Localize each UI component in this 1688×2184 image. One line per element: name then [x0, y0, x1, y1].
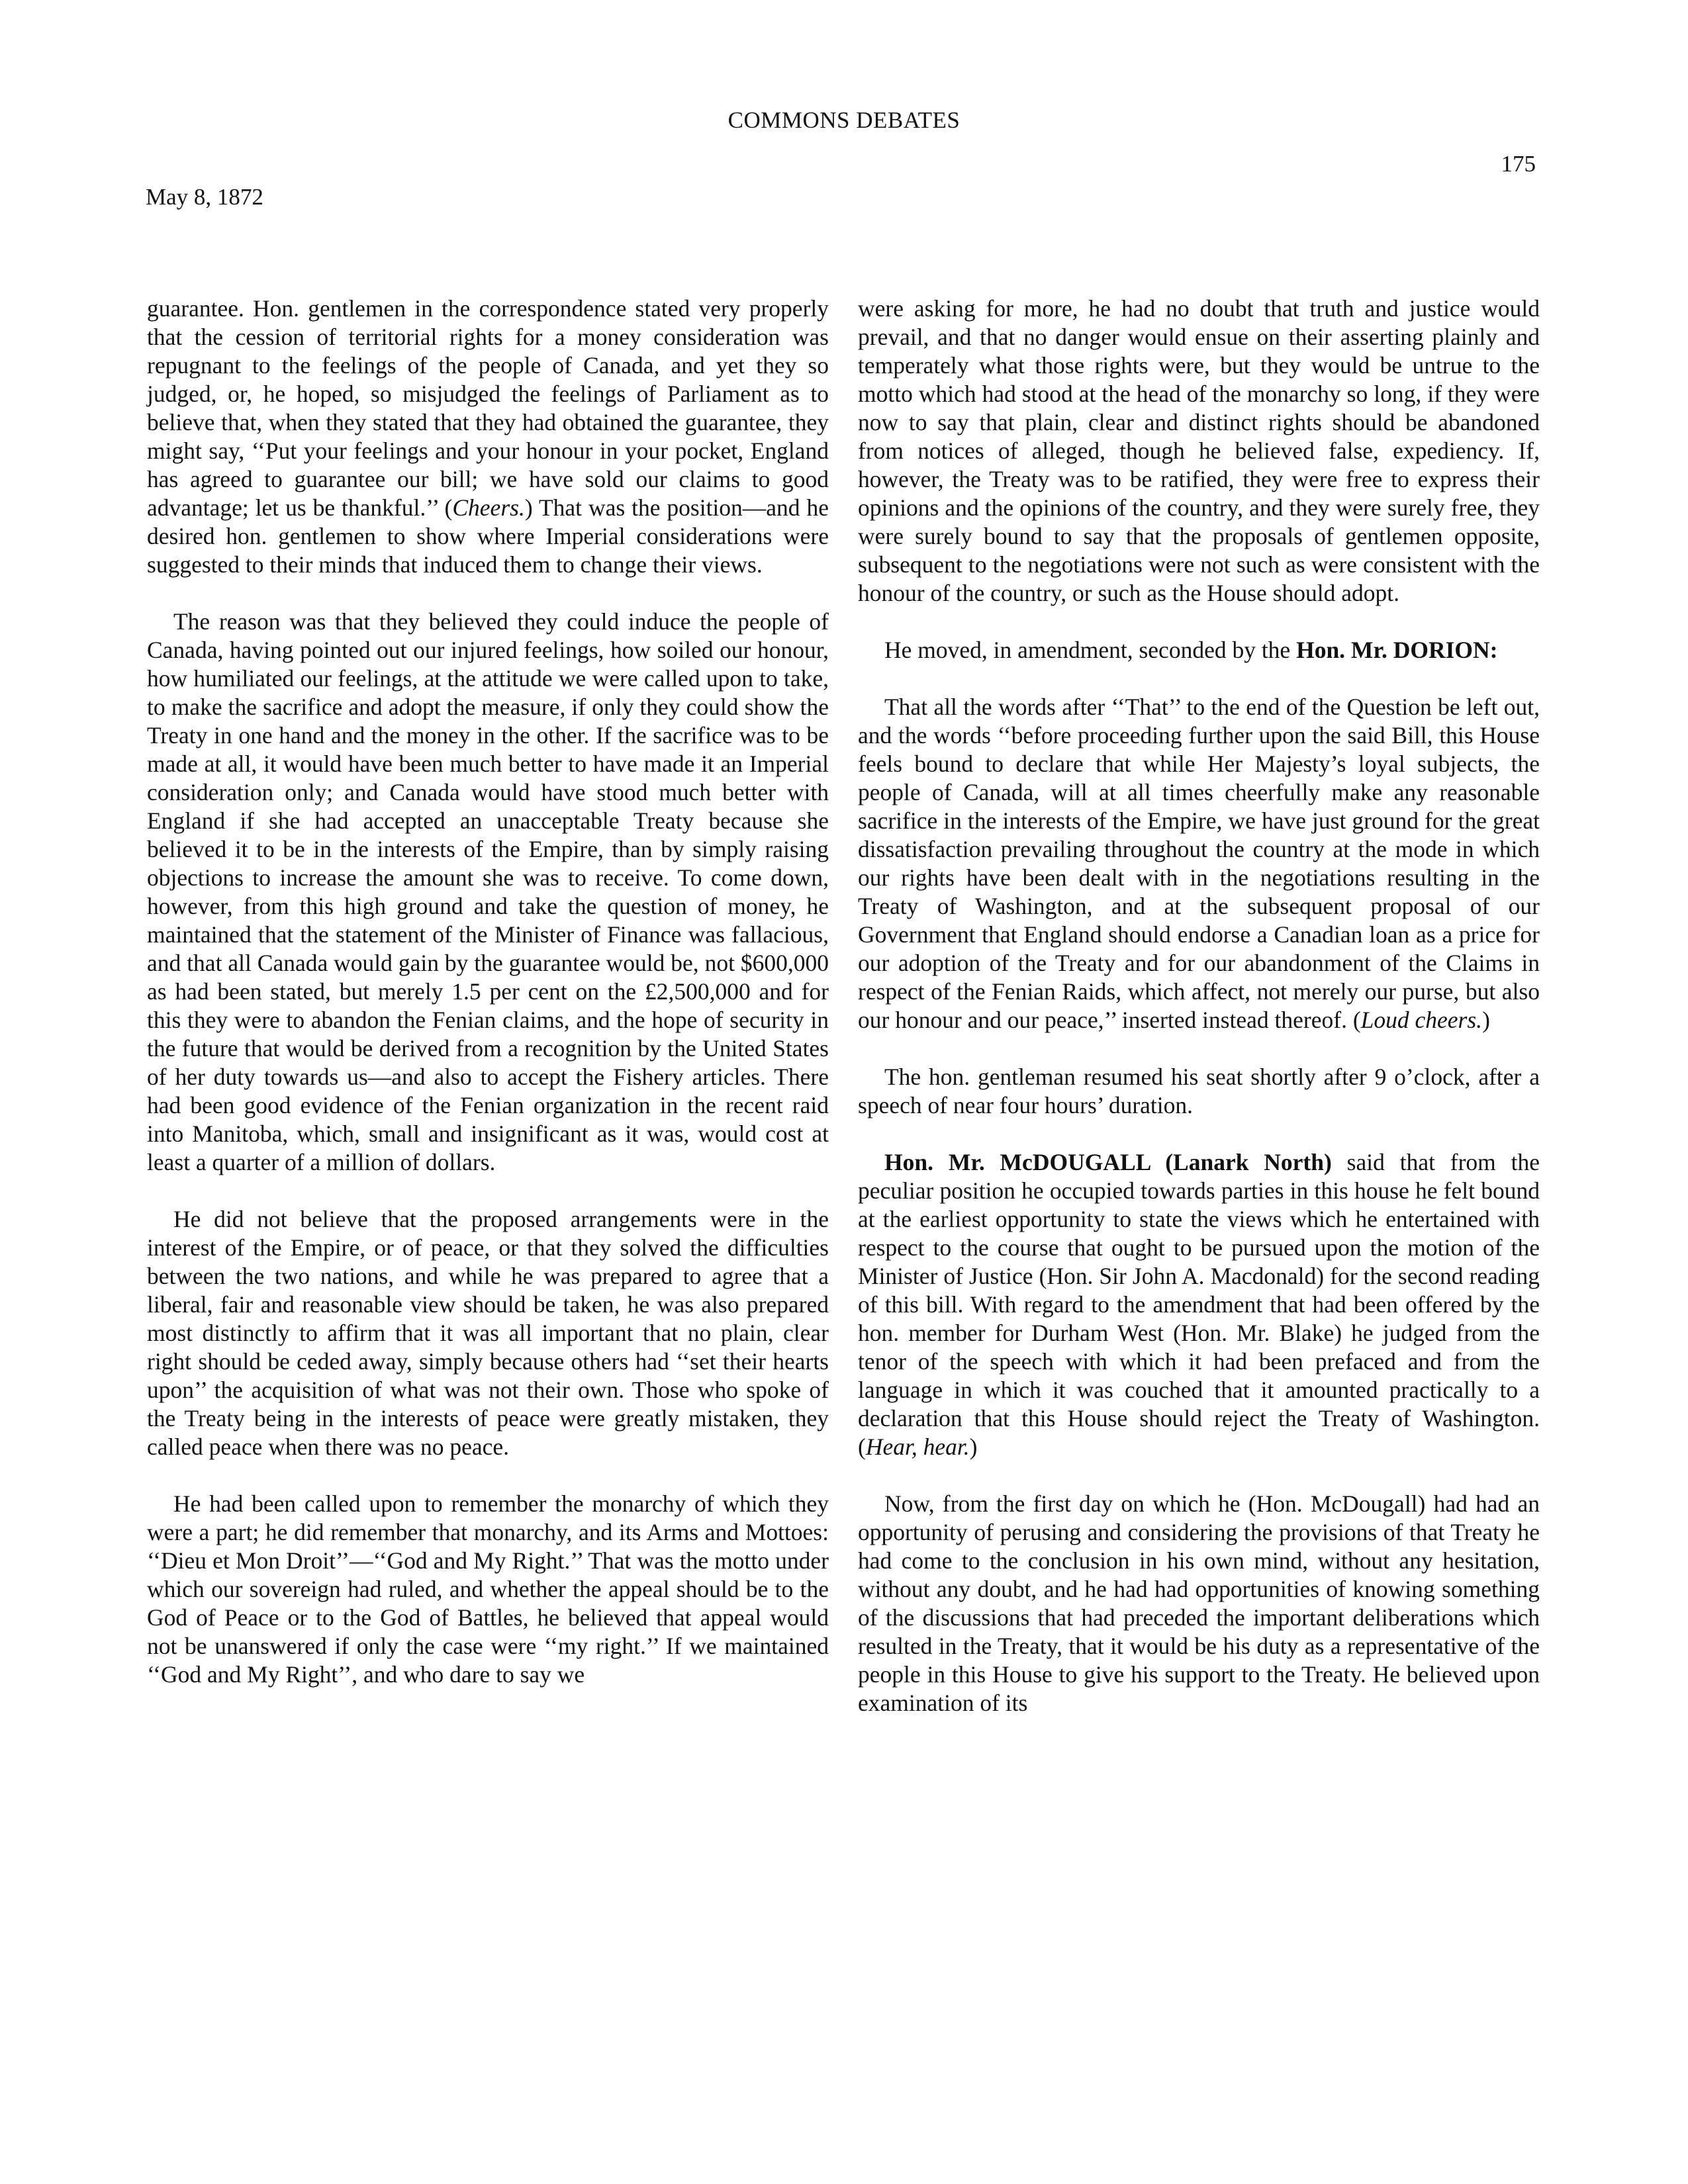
text-run: said that from the peculiar position he occupied towards parties in this house he felt bound at the earliest opportunity to state the views which he entertained with respect to the course that ought to be pursued upon the motion of the Minister of Justice (Hon. Sir John A. Macdonald) for the second reading of this bill. With regard to the amendment that had been offered by the hon. member for Durham West (Hon. Mr. Blake) he judged from the tenor of the speech with which it had been prefaced and from the language in which it was couched that it amounted practically to a declaration that this House should reject the Treaty of Washington. ( — [858, 1149, 1540, 1460]
left-paragraph-4: He had been called upon to remember the monarchy of which they were a part; he did remember that monarchy, and its Arms and Mottoes: ‘‘Dieu et Mon Droit’’—‘‘God and My Right.’’ That was the motto under which our sovereign had ruled, and whether the appeal should be to the God of Peace or to the God of Battles, he believed that appeal would not be unanswered if only the case were ‘‘my right.’’ If we maintained ‘‘God and My Right’’, and who dare to say we — [147, 1490, 829, 1688]
left-paragraph-1 — [147, 295, 829, 579]
right-paragraph-2 — [858, 636, 1540, 664]
right-paragraph-6: Now, from the first day on which he (Hon. McDougall) had had an opportunity of perusing and considering the provisions of that Treaty he had come to the conclusion in his own mind, without any hesitation, without any doubt, and he had had opportunities of knowing something of the discussions that had preceded the important deliberations which resulted in the Treaty, that it would be his duty as a representative of the people in this House to give his support to the Treaty. He believed upon examination of its — [858, 1490, 1540, 1716]
right-paragraph-4: The hon. gentleman resumed his seat shortly after 9 o’clock, after a speech of near four hours’ duration. — [858, 1064, 1540, 1118]
text-run: ) — [1482, 1007, 1490, 1033]
text-run: guarantee. Hon. gentlemen in the correspondence stated very properly that the cession of territorial rights for a money consideration was repugnant to the feelings of the people of Canada, and yet they so judged, or, he hoped, so misjudged the feelings of Parliament as to believe that, when they stated that they had obtained the guarantee, they might say, ‘‘Put your feelings and your honour in your pocket, England has agreed to guarantee our bill; we have sold our claims to good advantage; let us be thankful.’’ ( — [147, 295, 829, 521]
running-head: COMMONS DEBATES — [727, 107, 961, 133]
left-paragraph-2: The reason was that they believed they could induce the people of Canada, having pointed out our injured feelings, how soiled our honour, how humiliated our feelings, at the attitude we were called upon to take, to make the sacrifice and adopt the measure, if only they could show the Treaty in one hand and the money in the other. If the sacrifice was to be made at all, it would have been much better to have made it an Imperial consideration only; and Canada would have stood much better with England if she had accepted an unacceptable Treaty because she believed it to be in the interests of the Empire, than by simply raising objections to increase the amount she was to receive. To come down, however, from this high ground and take the question of money, he maintained that the statement of the Minister of Finance was fallacious, and that all Canada would gain by the guarantee would be, not $600,000 as had been stated, but merely 1.5 per cent on the £2,500,000 and for this they were to abandon the Fenian claims, and the hope of security in the future that would be derived from a recognition by the United States of her duty towards us—and also to accept the Fishery articles. There had been good evidence of the Fenian organization in the recent raid into Manitoba, which, small and insignificant as it was, would cost at least a quarter of a million of dollars. — [147, 608, 829, 1175]
right-column — [858, 295, 1540, 1746]
text-run: ) — [969, 1433, 978, 1460]
stage-direction: Hear, hear. — [865, 1433, 970, 1460]
text-run: That all the words after ‘‘That’’ to the end of the Question be left out, and the words ‘‘before proceeding further upon the said Bill, this House feels bound to declare that while Her Majesty’s loyal subjects, the people of Canada, will at all times cheerfully make any reasonable sacrifice in the interests of the Empire, we have just ground for the great dissatisfaction prevailing throughout the country at the mode in which our rights have been dealt with in the negotiations resulting in the Treaty of Washington, and at the subsequent proposal of our Government that England should endorse a Canadian loan as a price for our adoption of the Treaty and for our abandonment of the Claims in respect of the Fenian Raids, which affect, not merely our purse, but also our honour and our peace,’’ inserted instead thereof. ( — [858, 694, 1540, 1033]
stage-direction: Loud cheers. — [1360, 1007, 1483, 1033]
left-column — [147, 295, 829, 1717]
page-number: 175 — [1501, 151, 1536, 177]
speaker-name: Hon. Mr. McDOUGALL (Lanark North) — [884, 1149, 1332, 1175]
speaker-name: Hon. Mr. DORION: — [1296, 637, 1498, 663]
amendment-quote — [858, 693, 1540, 1034]
right-paragraph-1: were asking for more, he had no doubt that truth and justice would prevail, and that no danger would ensue on their asserting plainly and temperately what those rights were, but they would be untrue to the motto which had stood at the head of the monarchy so long, if they were now to say that plain, clear and distinct rights should be abandoned from notices of alleged, though he believed false, expediency. If, however, the Treaty was to be ratified, they were free to express their opinions and the opinions of the country, and they were surely free, they were surely bound to say that the proposals of gentlemen opposite, subsequent to the negotiations were not such as were consistent with the honour of the country, or such as the House should adopt. — [858, 295, 1540, 606]
left-paragraph-3: He did not believe that the proposed arrangements were in the interest of the Empire, or of peace, or that they solved the difficulties between the two nations, and while he was prepared to agree that a liberal, fair and reasonable view should be taken, he was also prepared most distinctly to affirm that it was all important that no plain, clear right should be ceded away, simply because others had ‘‘set their hearts upon’’ the acquisition of what was not their own. Those who spoke of the Treaty being in the interests of peace were greatly mistaken, they called peace when there was no peace. — [147, 1206, 829, 1460]
text-run: ) That was the position—and he desired hon. gentlemen to show where Imperial considerations were suggested to their minds that induced them to change their views. — [147, 494, 829, 578]
stage-direction: Cheers. — [452, 494, 525, 521]
right-paragraph-5 — [858, 1148, 1540, 1461]
page-date: May 8, 1872 — [146, 184, 263, 210]
text-run: He moved, in amendment, seconded by the — [884, 637, 1297, 663]
